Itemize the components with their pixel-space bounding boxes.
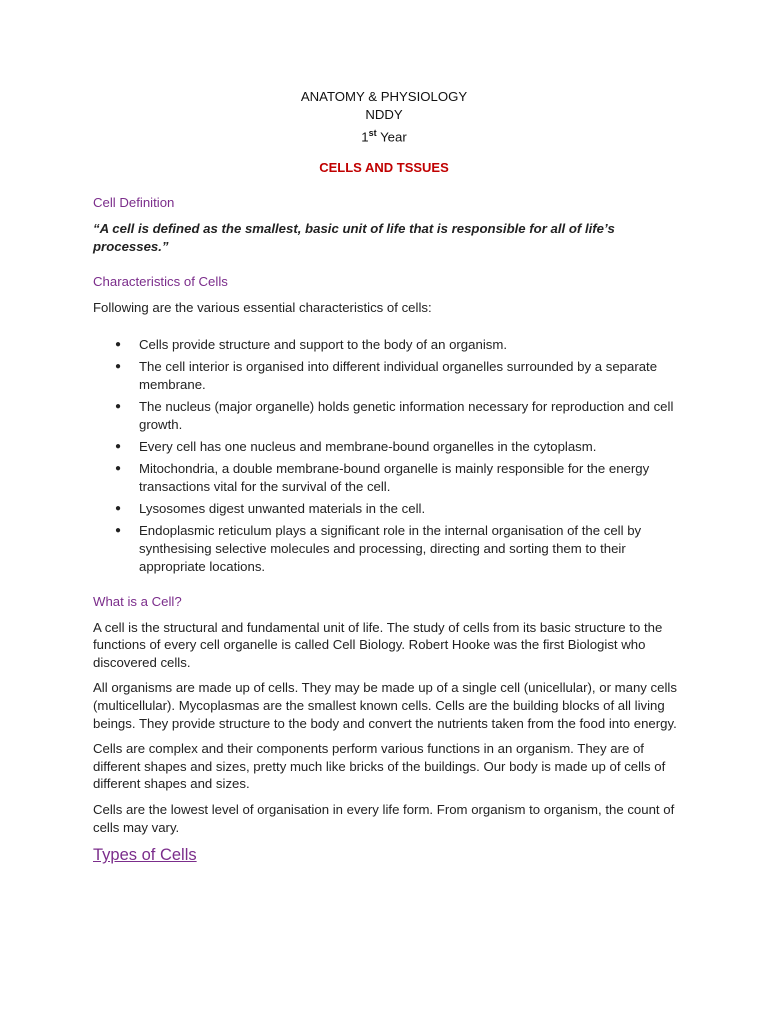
list-item-text: Lysosomes digest unwanted materials in the cell. [139,500,426,516]
course-title: ANATOMY & PHYSIOLOGY [300,89,468,104]
bullet-icon: ● [115,400,122,412]
list-item-text: The cell interior is organised into different individual organelles surrounded by a separate membrane. [139,358,658,392]
paragraph: Cells are the lowest level of organisation in every life form. From organism to organism, the count of cells may vary. [93,801,675,835]
types-of-cells-heading: Types of Cells [93,846,197,865]
year-word: Year [376,129,407,145]
bullet-icon: ● [115,338,122,350]
list-item-text: Mitochondria, a double membrane-bound organelle is mainly responsible for the energy transactions vital for the survival of the cell. [139,460,650,494]
paragraph: Cells are complex and their components perform various functions in an organism. They are of different shapes and sizes, pretty much like bricks of the buildings. Our body is made up of cells of different shapes and sizes. [93,741,666,792]
list-item [93,522,683,576]
what-is-cell-heading: What is a Cell? [93,593,182,609]
cell-definition-quote: “A cell is defined as the smallest, basic unit of life that is responsible for all of life’s processes.” [93,221,615,254]
list-item [93,500,683,518]
bullet-icon: ● [115,462,122,474]
list-item-text: Endoplasmic reticulum plays a significant role in the internal organisation of the cell by synthesising selective molecules and processing, directing and sorting them to their appropriate locations. [139,522,642,574]
bullet-icon: ● [115,524,122,536]
list-item [93,460,683,496]
list-item [93,358,683,394]
course-code: NDDY [365,107,403,122]
paragraph: A cell is the structural and fundamental unit of life. The study of cells from its basic structure to the functions of every cell organelle is called Cell Biology. Robert Hooke was the first Biologist who discovered cells. [93,619,663,670]
list-item [93,438,683,456]
list-item-text: The nucleus (major organelle) holds genetic information necessary for reproduction and cell growth. [139,398,674,432]
cell-definition-heading: Cell Definition [93,195,175,210]
bullet-icon: ● [115,440,122,452]
year-ordinal: st [368,128,377,138]
list-item [93,398,683,434]
course-year [0,124,768,146]
document-body [93,195,683,865]
characteristics-list [93,336,683,576]
characteristics-intro: Following are the various essential characteristics of cells: [93,300,432,315]
document-title: CELLS AND TSSUES [319,160,449,175]
characteristics-heading: Characteristics of Cells [93,274,228,289]
paragraph: All organisms are made up of cells. They may be made up of a single cell (unicellular), or many cells (multicellular). Mycoplasmas are the smallest known cells. Cells are the building blocks of all living beings. They provide structure to the body and convert the nutrients taken from the food into energy. [93,680,677,731]
list-item-text: Every cell has one nucleus and membrane-bound organelles in the cytoplasm. [139,438,597,454]
year-number: 1 [361,129,369,145]
bullet-icon: ● [115,360,122,372]
list-item [93,336,683,354]
bullet-icon: ● [115,502,122,514]
document-header [0,88,768,146]
list-item-text: Cells provide structure and support to the body of an organism. [139,336,507,352]
